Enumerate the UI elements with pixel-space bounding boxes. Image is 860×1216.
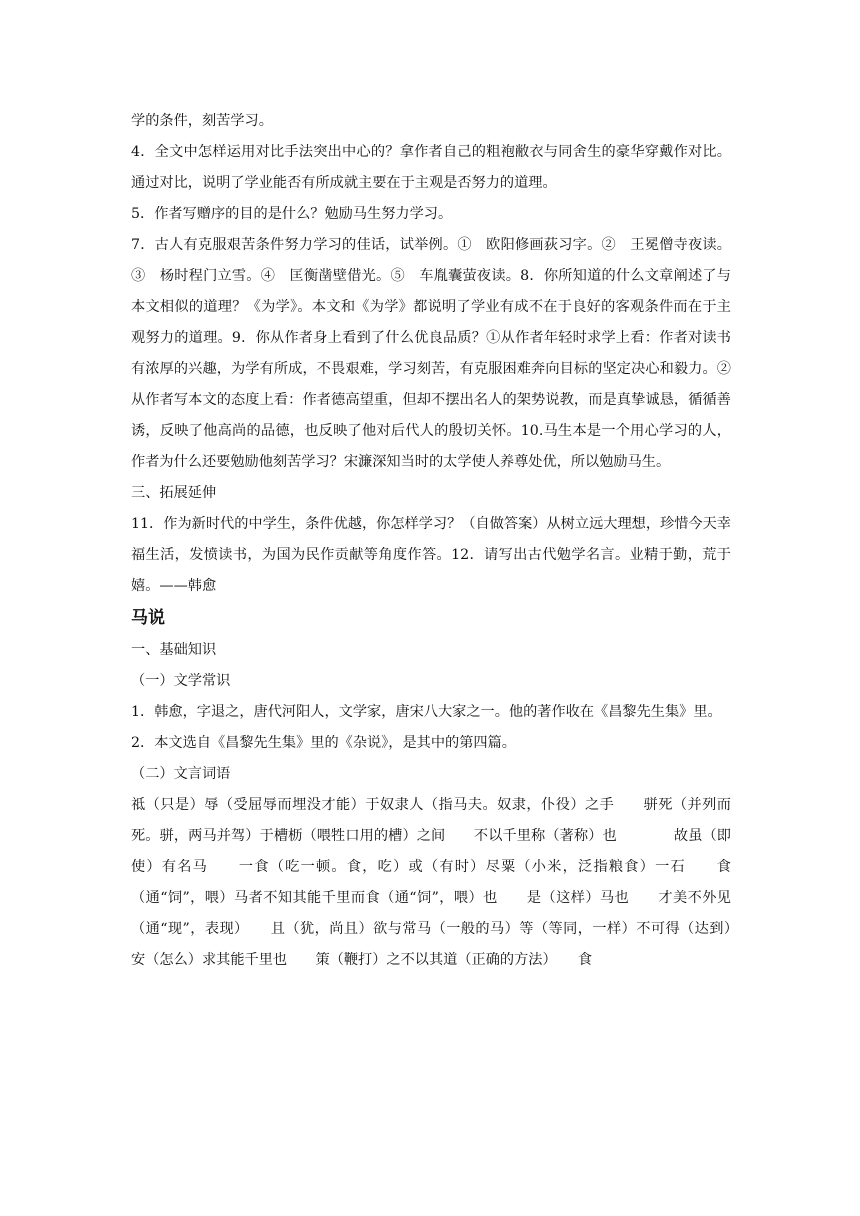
paragraph: 4．全文中怎样运用对比手法突出中心的？拿作者自己的粗袍敝衣与同舍生的豪华穿戴作对比。通过对比，说明了学业能否有所成就主要在于主观是否努力的道理。 (131, 144, 731, 191)
subsection-heading: （二）文言词语 (131, 766, 231, 782)
section-heading: 一、基础知识 (131, 642, 217, 658)
paragraph: 祗（只是）辱（受屈辱而埋没才能）于奴隶人（指马夫。奴隶，仆役）之手 骈死（并列而死。骈，两马并驾）于槽枥（喂牲口用的槽）之间 不以千里称（著称）也 故虽（即使）有名马 一食（吃一顿。食，吃）或（有时）尽粟（小米，泛指粮食）一石 食（通“饲”，喂）马者不知其能千里而食（通“饲”，喂）也 是（这样）马也 才美不外见（通“现”，表现） 且（犹，尚且）欲与常马（一般的马）等（等同，一样）不可得（达到） 安（怎么）求其能千里也 策（鞭打）之不以其道（正确的方法） 食 (131, 797, 760, 968)
paragraph: 1．韩愈，字退之，唐代河阳人，文学家，唐宋八大家之一。他的著作收在《昌黎先生集》里。 (131, 704, 722, 720)
paragraph: 11．作为新时代的中学生，条件优越，你怎样学习？（自做答案）从树立远大理想，珍惜今天幸福生活，发愤读书，为国为民作贡献等角度作答。12．请写出古代勉学名言。业精于勤，荒于嬉。——韩愈 (131, 516, 731, 594)
document-page (131, 106, 760, 976)
paragraph: 7．古人有克服艰苦条件努力学习的佳话，试举例。① 欧阳修画荻习字。② 王冕僧寺夜读。③ 杨时程门立雪。④ 匡衡凿壁借光。⑤ 车胤囊萤夜读。8．你所知道的什么文章阐述了与本文相似的道理？《为学》。本文和《为学》都说明了学业有成不在于良好的客观条件而在于主观努力的道理。9．你从作者身上看到了什么优良品质？①从作者年轻时求学上看：作者对读书有浓厚的兴趣，为学有所成，不畏艰难，学习刻苦，有克服困难奔向目标的坚定决心和毅力。②从作者写本文的态度上看：作者德高望重，但却不摆出名人的架势说教，而是真挚诚恳，循循善诱，反映了他高尚的品德，也反映了他对后代人的殷切关怀。10.马生本是一个用心学习的人，作者为什么还要勉励他刻苦学习？宋濂深知当时的太学使人养尊处优，所以勉励马生。 (131, 237, 731, 470)
section-heading: 三、拓展延伸 (131, 485, 217, 501)
paragraph: 学的条件，刻苦学习。 (131, 113, 273, 129)
section-title: 马说 (131, 608, 165, 628)
subsection-heading: （一）文学常识 (131, 673, 231, 689)
paragraph: 5．作者写赠序的目的是什么？勉励马生努力学习。 (131, 206, 453, 222)
paragraph: 2．本文选自《昌黎先生集》里的《杂说》，是其中的第四篇。 (131, 735, 516, 751)
